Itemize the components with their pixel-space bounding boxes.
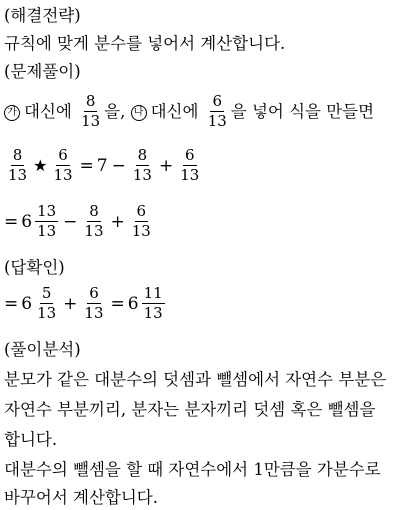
equals-sign: = <box>110 293 125 314</box>
mixed-number-whole: 6 <box>127 293 139 314</box>
ga-circle-icon: 가 <box>4 105 20 121</box>
fraction: $\frac{6}{13}$ <box>84 284 104 322</box>
fraction: $\frac{8}{13}$ <box>8 146 28 184</box>
section-heading-analysis: (풀이분석) <box>4 340 81 359</box>
equation-1 <box>4 148 203 183</box>
section-heading-check: (답확인) <box>4 258 65 277</box>
analysis-line: 자연수 부분끼리, 분자는 분자끼리 덧셈 혹은 뺄셈을 <box>4 400 376 419</box>
fraction: $\frac{8}{13}$ <box>84 202 104 240</box>
text-fragment: 을, <box>104 101 126 121</box>
equals-sign: = <box>4 293 19 314</box>
text-fragment: 을 넣어 식을 만들면 <box>230 101 375 121</box>
fraction: $\frac{6}{13}$ <box>53 146 73 184</box>
na-circle-icon: 나 <box>131 105 147 121</box>
fraction: $\frac{8}{13}$ <box>132 146 152 184</box>
number: 7 <box>96 155 108 176</box>
plus-sign: + <box>63 293 78 314</box>
mixed-number-whole: 6 <box>21 211 33 232</box>
text-fragment: 대신에 <box>150 101 199 121</box>
equation-3 <box>4 286 167 321</box>
plus-sign: + <box>158 155 174 176</box>
section-heading-strategy: (해결전략) <box>4 6 81 25</box>
fraction: $\frac{13}{13}$ <box>37 202 57 240</box>
fraction: $\frac{11}{13}$ <box>143 284 163 322</box>
text-fragment: 대신에 <box>24 101 72 121</box>
equals-sign: = <box>4 211 19 232</box>
mixed-number-whole: 6 <box>21 293 33 314</box>
analysis-line: 합니다. <box>4 430 58 449</box>
minus-sign: − <box>111 155 126 176</box>
fraction: $\frac{6}{13}$ <box>180 146 200 184</box>
fraction-6-13: $\frac{6}{13}$ <box>207 92 227 130</box>
minus-sign: − <box>63 211 78 232</box>
plus-sign: + <box>110 211 125 232</box>
analysis-line: 바꾸어서 계산합니다. <box>4 488 158 507</box>
fraction: $\frac{6}{13}$ <box>131 202 151 240</box>
problem-statement <box>4 94 374 129</box>
section-heading-solving: (문제풀이) <box>4 62 81 81</box>
equals-sign: = <box>79 155 94 176</box>
fraction: $\frac{5}{13}$ <box>37 284 57 322</box>
strategy-text: 규칙에 맞게 분수를 넣어서 계산합니다. <box>4 34 286 53</box>
fraction-8-13: $\frac{8}{13}$ <box>81 92 101 130</box>
star-icon: ★ <box>33 155 48 175</box>
equation-2 <box>4 204 155 239</box>
analysis-line: 분모가 같은 대분수의 덧셈과 뺄셈에서 자연수 부분은 <box>4 370 387 389</box>
analysis-line: 대분수의 뺄셈을 할 때 자연수에서 1만큼을 가분수로 <box>4 460 381 479</box>
